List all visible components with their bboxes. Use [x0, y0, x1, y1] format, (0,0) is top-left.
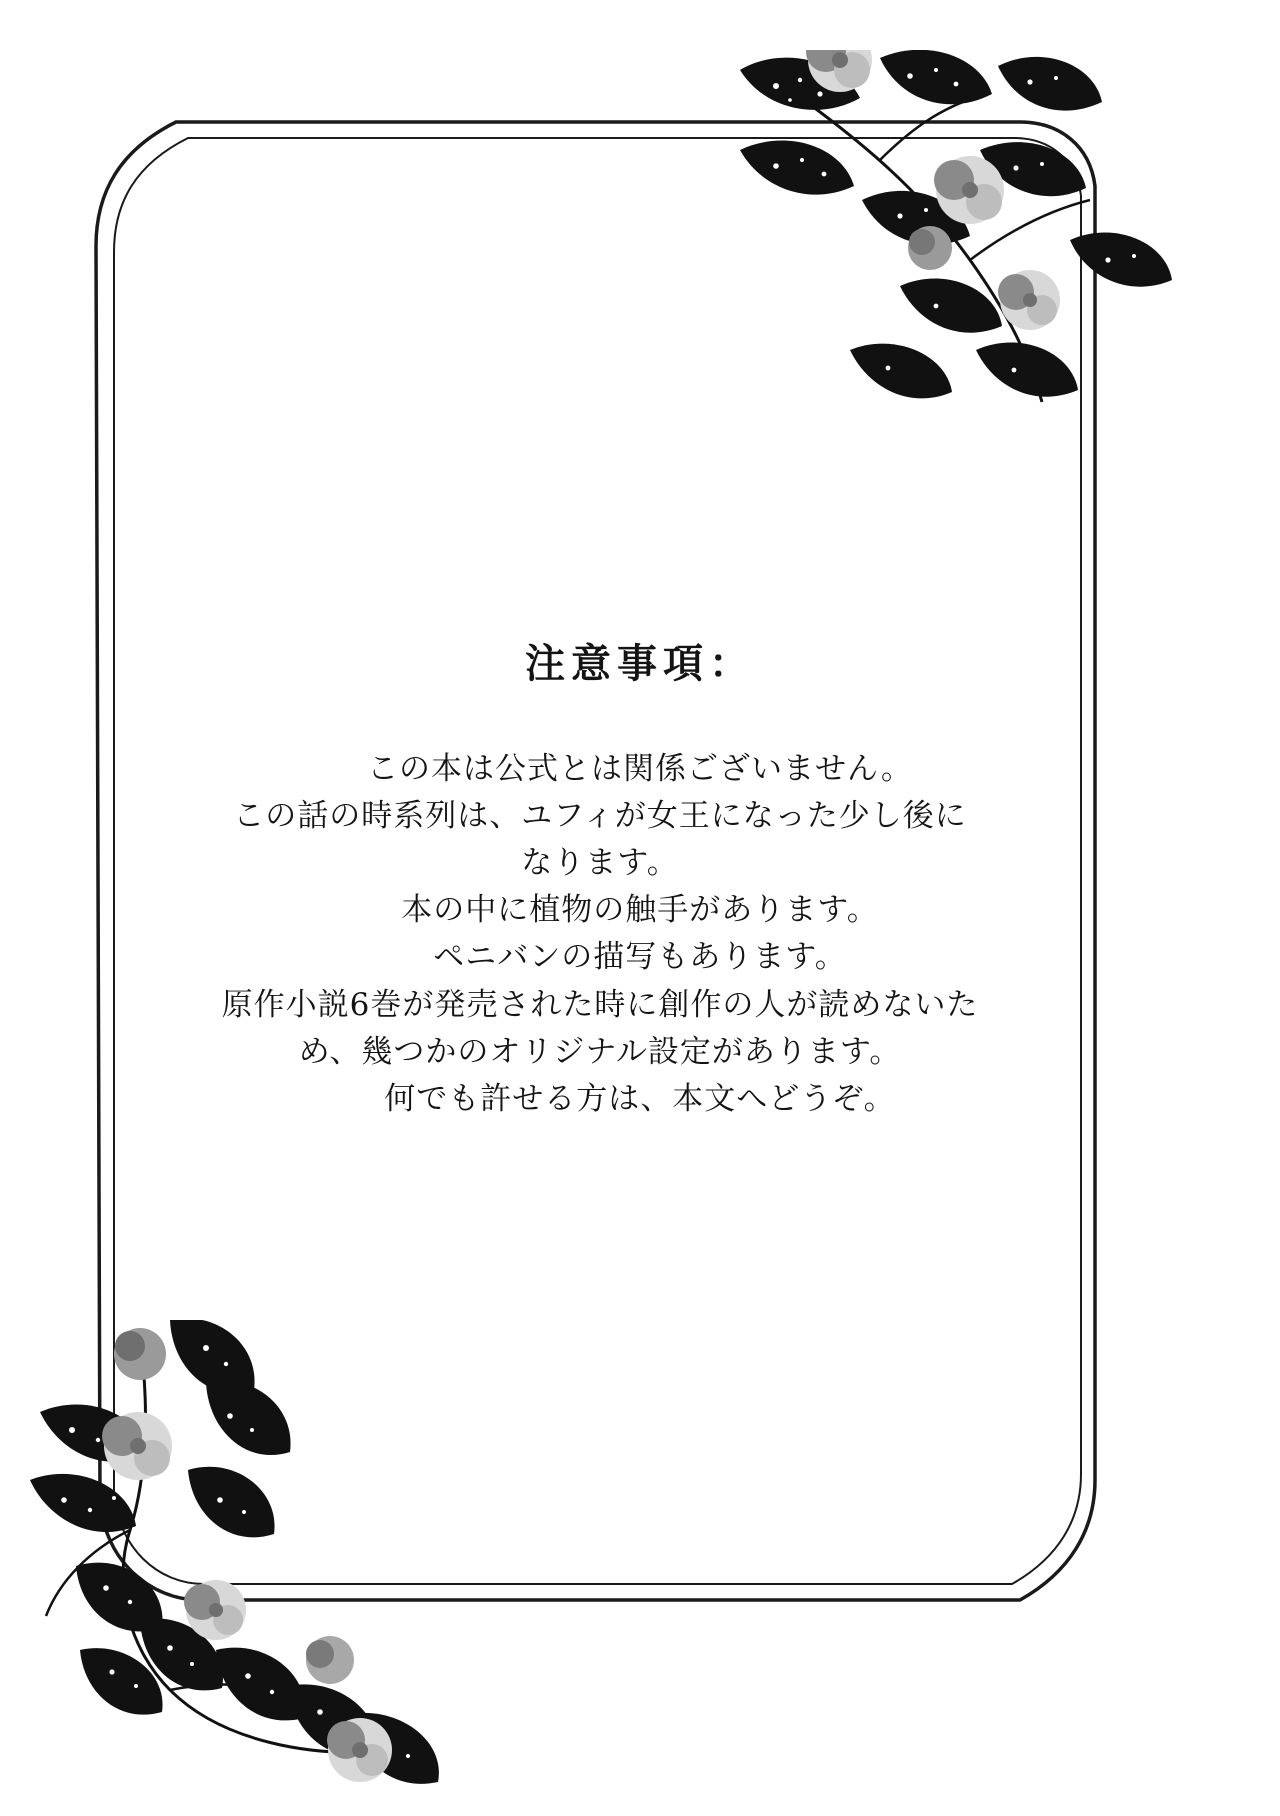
- notice-line: 原作小説6巻が発売された時に創作の人が読めないため、幾つかのオリジナル設定があります。: [221, 986, 979, 1070]
- notice-body: [220, 746, 1060, 1123]
- camellia-branch-top-right: [730, 50, 1180, 450]
- notice-line: 本の中に植物の触手があります。: [401, 892, 879, 929]
- notice-line: この話の時系列は、ユフィが女王になった少し後になります。: [233, 798, 967, 882]
- notice-line: ペニバンの描写もあります。: [433, 939, 847, 976]
- notice-line: 何でも許せる方は、本文へどうぞ。: [384, 1080, 896, 1117]
- notice-block: [220, 640, 1060, 1123]
- notice-line: この本は公式とは関係ございません。: [367, 751, 913, 787]
- notice-title: 注意事項：: [525, 640, 755, 687]
- leaf-shapes: [740, 50, 1172, 398]
- leaf-shapes: [30, 1320, 439, 1784]
- camellia-branch-bottom-left: [20, 1320, 540, 1790]
